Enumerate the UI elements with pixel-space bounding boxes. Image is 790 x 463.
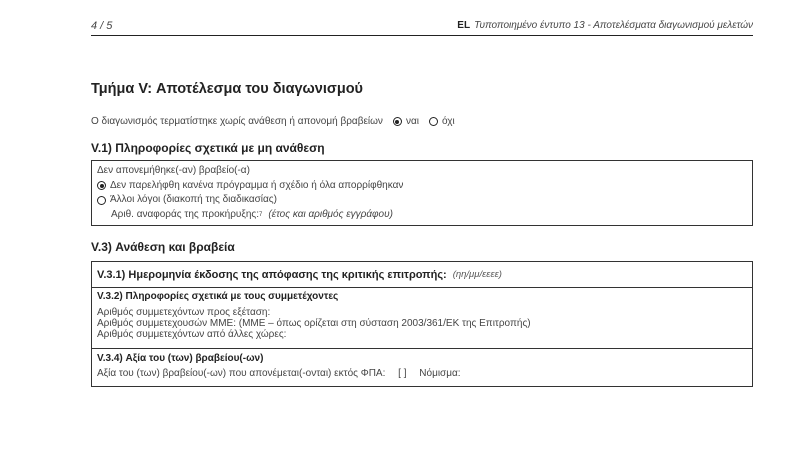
- non-award-box: [91, 160, 753, 226]
- option-no-plan-label: Δεν παρελήφθη κανένα πρόγραμμα ή σχέδιο ή όλα απορρίφθηκαν: [110, 179, 404, 191]
- radio-other-reasons-icon[interactable]: [97, 196, 106, 205]
- option-other-reasons[interactable]: [97, 193, 747, 208]
- prize-value-title: V.3.4) Αξία του (των) βραβείου(-ων): [97, 353, 264, 364]
- option-no-label: όχι: [441, 116, 455, 127]
- radio-yes-selected-icon[interactable]: [393, 117, 402, 126]
- prize-value-row: [97, 367, 747, 380]
- page-header: [91, 20, 753, 36]
- decision-date-format: (ηη/μμ/εεεε): [452, 269, 502, 280]
- decision-date-box: [91, 261, 753, 288]
- v3-heading: V.3) Ανάθεση και βραβεία: [91, 240, 235, 254]
- form-title-text: Τυποποιημένο έντυπο 13 - Αποτελέσματα διαγωνισμού μελετών: [474, 20, 753, 31]
- decision-date-label: V.3.1) Ημερομηνία έκδοσης της απόφασης της κριτικής επιτροπής:: [97, 268, 447, 281]
- form-title: [457, 20, 753, 31]
- footnote-marker: 7: [259, 211, 263, 218]
- participants-box: [91, 288, 753, 349]
- notice-reference-row: [97, 208, 747, 223]
- participants-title: V.3.2) Πληροφορίες σχετικά με τους συμμετέχοντες: [97, 291, 339, 302]
- participants-foreign: Αριθμός συμμετεχόντων από άλλες χώρες:: [97, 329, 287, 340]
- participants-examined: Αριθμός συμμετεχόντων προς εξέταση:: [97, 307, 271, 318]
- option-yes-label: ναι: [405, 116, 419, 127]
- non-award-intro: Δεν απονεμήθηκε(-αν) βραβείο(-α): [97, 165, 250, 176]
- participants-sme: Αριθμός συμμετεχουσών ΜΜΕ: (ΜΜΕ – όπως ορίζεται στη σύσταση 2003/361/ΕΚ της Επιτροπής): [97, 318, 531, 329]
- question-text: Ο διαγωνισμός τερματίστηκε χωρίς ανάθεση ή απονομή βραβείων: [91, 116, 383, 127]
- section-title: Τμήμα V: Αποτέλεσμα του διαγωνισμού: [91, 81, 363, 97]
- language-code: EL: [457, 20, 471, 31]
- radio-no-icon[interactable]: [429, 117, 438, 126]
- option-yes[interactable]: [393, 116, 419, 127]
- option-other-label: Άλλοι λόγοι (διακοπή της διαδικασίας): [110, 194, 277, 205]
- prize-value-label: Αξία του (των) βραβείου(-ων) που απονέμεται(-ονται) εκτός ΦΠΑ:: [97, 368, 386, 379]
- termination-question: [91, 116, 455, 127]
- option-no[interactable]: [429, 116, 455, 127]
- radio-no-plan-selected-icon[interactable]: [97, 181, 106, 190]
- option-no-plan[interactable]: [97, 179, 747, 194]
- v1-heading: V.1) Πληροφορίες σχετικά με μη ανάθεση: [91, 141, 325, 155]
- prize-value-field[interactable]: [ ]: [398, 368, 407, 379]
- currency-label: Νόμισμα:: [419, 368, 461, 379]
- prize-value-box: [91, 349, 753, 387]
- notice-reference-label: Αριθ. αναφοράς της προκήρυξης:: [111, 208, 259, 220]
- page-number: 4 / 5: [91, 20, 113, 32]
- notice-reference-note: (έτος και αριθμός εγγράφου): [268, 208, 393, 220]
